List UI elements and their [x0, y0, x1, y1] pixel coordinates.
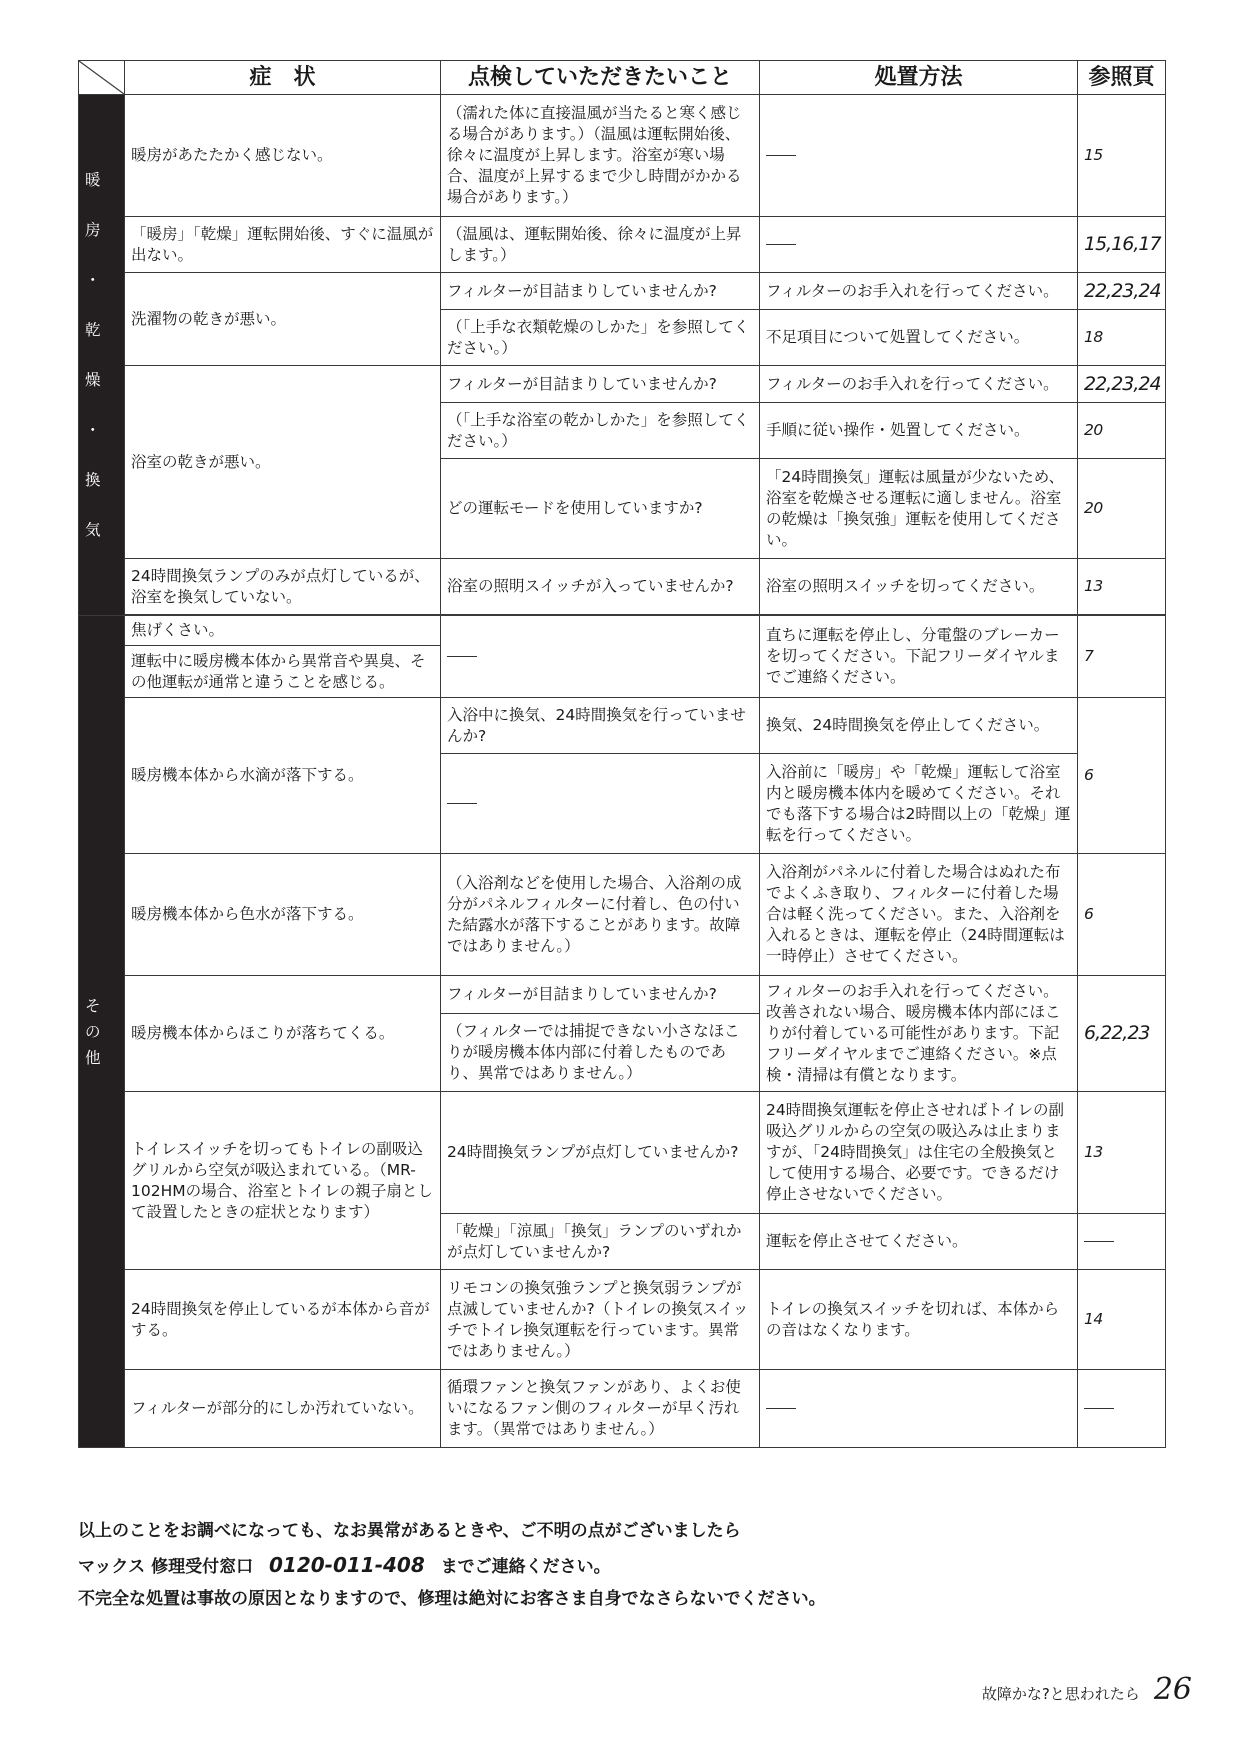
ref-page: 13 [1078, 559, 1166, 615]
check-none [441, 616, 760, 698]
ref-page: 14 [1078, 1270, 1166, 1370]
ref-page: 6 [1078, 698, 1166, 854]
table-row [79, 1370, 1166, 1448]
table-row [79, 217, 1166, 273]
header-action: 処置方法 [760, 61, 1078, 95]
action-cell: 直ちに運転を停止し、分電盤のブレーカーを切ってください。下記フリーダイヤルまでご連絡ください。 [760, 616, 1078, 698]
footer-line-1: 以上のことをお調べになっても、なお異常があるときや、ご不明の点がございましたら [78, 1521, 741, 1541]
symptom-cell: 「暖房」「乾燥」運転開始後、すぐに温風が出ない。 [125, 217, 441, 273]
ref-page: 7 [1078, 616, 1166, 698]
ref-page: 18 [1078, 310, 1166, 366]
symptom-cell: 洗濯物の乾きが悪い。 [125, 273, 441, 366]
action-cell: 入浴剤がパネルに付着した場合はぬれた布でよくふき取り、フィルターに付着した場合は軽く洗ってください。また、入浴剤を入れるときは、運転を停止（24時間運転は一時停止）させてください。 [760, 854, 1078, 976]
action-cell: 浴室の照明スイッチを切ってください。 [760, 559, 1078, 615]
ref-page: 22,23,24 [1078, 273, 1166, 310]
symptom-cell: 焦げくさい。 [125, 616, 441, 646]
action-cell: フィルターのお手入れを行ってください。 [760, 366, 1078, 403]
check-cell: （「上手な浴室の乾かしかた」を参照してください。） [441, 403, 760, 459]
header-symptom: 症 状 [125, 61, 441, 95]
page-footer [982, 1672, 1192, 1712]
symptom-cell: 運転中に暖房機本体から異常音や異臭、その他運転が通常と違うことを感じる。 [125, 646, 441, 698]
symptom-cell: 暖房機本体から水滴が落下する。 [125, 698, 441, 854]
ref-page: 22,23,24 [1078, 366, 1166, 403]
symptom-cell: フィルターが部分的にしか汚れていない。 [125, 1370, 441, 1448]
action-none [760, 1370, 1078, 1448]
action-cell: 換気、24時間換気を停止してください。 [760, 698, 1078, 754]
ref-page: 13 [1078, 1092, 1166, 1214]
action-cell: 不足項目について処置してください。 [760, 310, 1078, 366]
symptom-cell: 暖房機本体からほこりが落ちてくる。 [125, 976, 441, 1092]
check-cell: リモコンの換気強ランプと換気弱ランプが点滅していませんか?（トイレの換気スイッチでトイレ換気運転を行っています。異常ではありません。） [441, 1270, 760, 1370]
ref-page: 6,22,23 [1078, 976, 1166, 1092]
table-row [79, 854, 1166, 976]
table-row [79, 976, 1166, 1014]
check-cell: （入浴剤などを使用した場合、入浴剤の成分がパネルフィルターに付着し、色の付いた結露水が落下することがあります。故障ではありません。） [441, 854, 760, 976]
footer-notes [78, 1514, 1178, 1616]
table-row [79, 1092, 1166, 1214]
chapter-title: 故障かな?と思われたら [981, 1685, 1140, 1703]
action-none [760, 95, 1078, 217]
ref-page: 20 [1078, 459, 1166, 559]
symptom-cell: 24時間換気ランプのみが点灯しているが、浴室を換気していない。 [125, 559, 441, 615]
ref-page: 20 [1078, 403, 1166, 459]
category-heat-dry-vent: 暖 房 ・ 乾 燥 ・ 換 気 [79, 95, 125, 616]
action-cell: 「24時間換気」運転は風量が少ないため、浴室を乾燥させる運転に適しません。浴室の乾燥は「換気強」運転を使用してください。 [760, 459, 1078, 559]
table-row [79, 1270, 1166, 1370]
header-check: 点検していただきたいこと [441, 61, 760, 95]
check-cell: どの運転モードを使用していますか? [441, 459, 760, 559]
ref-none [1078, 1370, 1166, 1448]
symptom-cell: 暖房があたたかく感じない。 [125, 95, 441, 217]
check-cell: （濡れた体に直接温風が当たると寒く感じる場合があります。）（温風は運転開始後、徐々に温度が上昇します。浴室が寒い場合、温度が上昇するまで少し時間がかかる場合があります。） [441, 95, 760, 217]
symptom-cell: トイレスイッチを切ってもトイレの副吸込グリルから空気が吸込まれている。（MR-102HMの場合、浴室とトイレの親子扇として設置したときの症状となります） [125, 1092, 441, 1270]
action-cell: 運転を停止させてください。 [760, 1214, 1078, 1270]
phone-number: 0120-011-408 [269, 1553, 425, 1577]
footer-contact-line [78, 1548, 1178, 1582]
check-cell: フィルターが目詰まりしていませんか? [441, 366, 760, 403]
table-row [79, 616, 1166, 646]
category-other: そ の 他 [79, 616, 125, 1448]
table-row [79, 559, 1166, 615]
check-cell: 循環ファンと換気ファンがあり、よくお使いになるファン側のフィルターが早く汚れます。（異常ではありません。） [441, 1370, 760, 1448]
check-cell: 「乾燥」「涼風」「換気」ランプのいずれかが点灯していませんか? [441, 1214, 760, 1270]
table-row [79, 95, 1166, 217]
contact-prefix: マックス 修理受付窓口 [78, 1557, 254, 1577]
check-cell: フィルターが目詰まりしていませんか? [441, 976, 760, 1014]
corner-cell [79, 61, 125, 95]
table-row [79, 366, 1166, 403]
footer-line-3: 不完全な処置は事故の原因となりますので、修理は絶対にお客さま自身でなさらないでください。 [78, 1589, 826, 1609]
action-cell: フィルターのお手入れを行ってください。 [760, 273, 1078, 310]
check-cell: （「上手な衣類乾燥のしかた」を参照してください。） [441, 310, 760, 366]
action-cell: トイレの換気スイッチを切れば、本体からの音はなくなります。 [760, 1270, 1078, 1370]
action-cell: 24時間換気運転を停止させればトイレの副吸込グリルからの空気の吸込みは止まりますが、「24時間換気」は住宅の全般換気として使用する場合、必要です。できるだけ停止させないでください。 [760, 1092, 1078, 1214]
page-number: 26 [1153, 1672, 1192, 1707]
check-cell: フィルターが目詰まりしていませんか? [441, 273, 760, 310]
ref-none [1078, 1214, 1166, 1270]
ref-page: 6 [1078, 854, 1166, 976]
symptom-cell: 24時間換気を停止しているが本体から音がする。 [125, 1270, 441, 1370]
table-row [79, 273, 1166, 310]
check-cell: （温風は、運転開始後、徐々に温度が上昇します。） [441, 217, 760, 273]
header-ref: 参照頁 [1078, 61, 1166, 95]
ref-page: 15 [1078, 95, 1166, 217]
ref-page: 15,16,17 [1078, 217, 1166, 273]
symptom-cell: 暖房機本体から色水が落下する。 [125, 854, 441, 976]
action-cell: 入浴前に「暖房」や「乾燥」運転して浴室内と暖房機本体内を暖めてください。それでも落下する場合は2時間以上の「乾燥」運転を行ってください。 [760, 754, 1078, 854]
check-cell: 浴室の照明スイッチが入っていませんか? [441, 559, 760, 615]
action-none [760, 217, 1078, 273]
action-cell: 手順に従い操作・処置してください。 [760, 403, 1078, 459]
table-row [79, 698, 1166, 754]
symptom-cell: 浴室の乾きが悪い。 [125, 366, 441, 559]
contact-suffix: までご連絡ください。 [440, 1557, 611, 1577]
check-none [441, 754, 760, 854]
header-row [79, 61, 1166, 95]
check-cell: 入浴中に換気、24時間換気を行っていませんか? [441, 698, 760, 754]
action-cell: フィルターのお手入れを行ってください。改善されない場合、暖房機本体内部にほこりが付着している可能性があります。下記フリーダイヤルまでご連絡ください。※点検・清掃は有償となります。 [760, 976, 1078, 1092]
check-cell: （フィルターでは捕捉できない小さなほこりが暖房機本体内部に付着したものであり、異常ではありません。） [441, 1014, 760, 1092]
troubleshooting-table [78, 60, 1166, 1448]
check-cell: 24時間換気ランプが点灯していませんか? [441, 1092, 760, 1214]
